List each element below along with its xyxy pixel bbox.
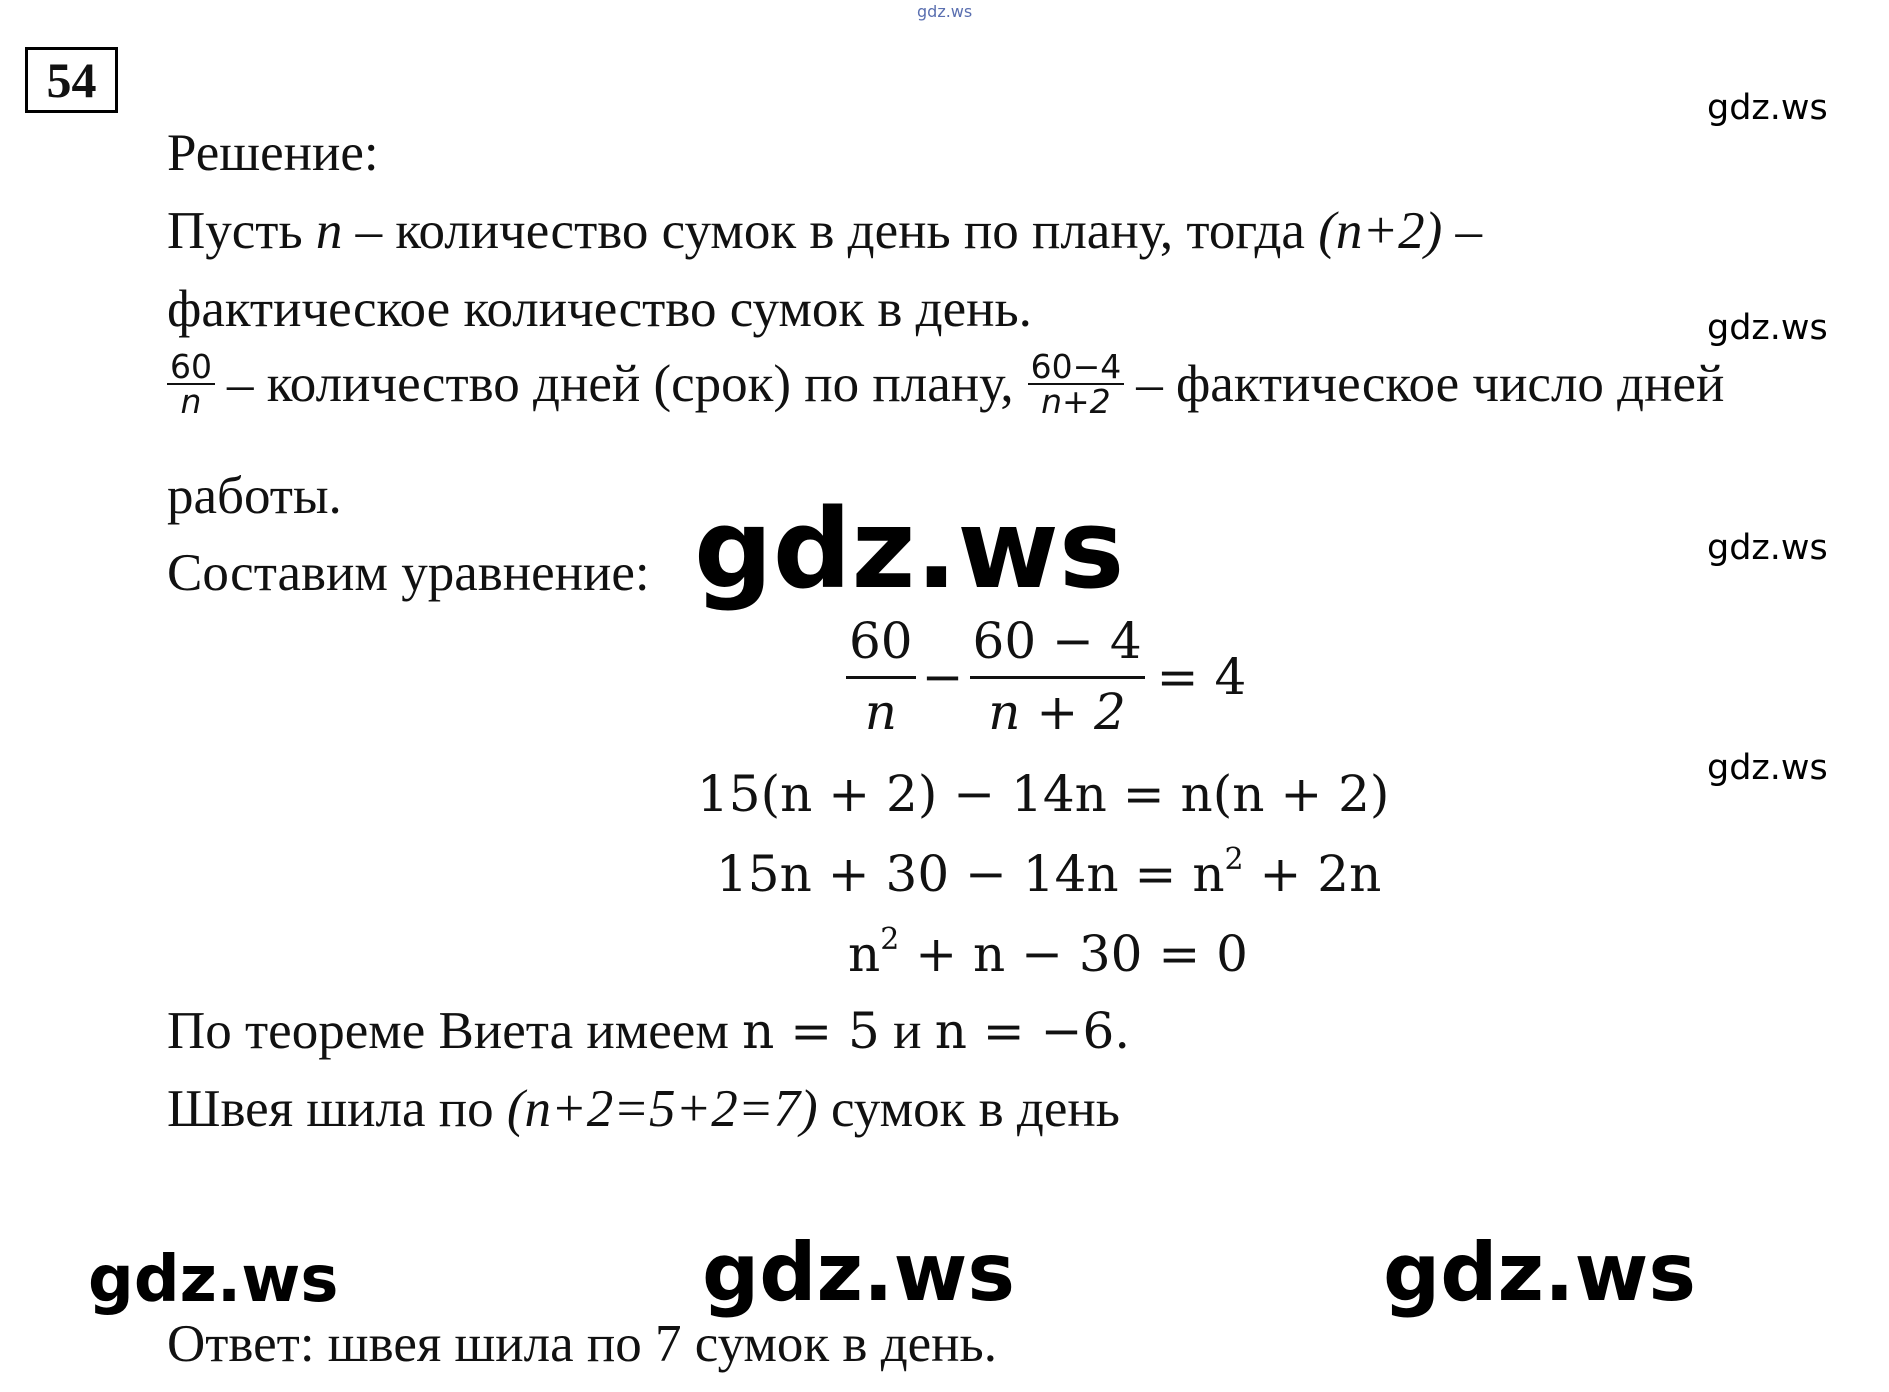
line3-middle: – количество дней (срок) по плану, <box>227 354 1014 413</box>
variable-n: n <box>315 202 343 260</box>
fraction-denominator: n+2 <box>1041 382 1111 421</box>
main-rhs: = 4 <box>1156 647 1247 706</box>
text-line-2: фактическое количество сумок в день. <box>167 280 1032 338</box>
solution-heading: Решение: <box>167 124 379 182</box>
equation-4 <box>848 922 1248 983</box>
main-fraction-1-numerator: 60 <box>849 612 913 670</box>
vieta-line <box>167 1002 1131 1060</box>
watermark-side-1: gdz.ws <box>1707 88 1828 128</box>
watermark-large-center: gdz.ws <box>694 485 1125 613</box>
fraction-60-over-n <box>167 347 215 421</box>
result-line <box>167 1080 1120 1138</box>
text-line-5: Составим уравнение: <box>167 544 650 602</box>
fraction-numerator: 60−4 <box>1030 347 1122 386</box>
main-fraction-1 <box>846 612 916 741</box>
answer-line: Ответ: швея шила по 7 сумок в день. <box>167 1315 997 1373</box>
equation-4-left: n <box>848 925 881 983</box>
line1-middle: – количество сумок в день по плану, тогда <box>355 202 1305 260</box>
watermark-bottom-left: gdz.ws <box>88 1243 339 1317</box>
watermark-bottom-right: gdz.ws <box>1383 1226 1697 1319</box>
line1-dash: – <box>1455 202 1483 260</box>
equation-4-exponent: 2 <box>880 922 900 957</box>
result-start: Швея шила по <box>167 1080 494 1138</box>
watermark-side-3: gdz.ws <box>1707 528 1828 568</box>
main-fraction-2-numerator: 60 − 4 <box>972 612 1142 670</box>
fraction-56-over-n-plus-2 <box>1028 347 1125 421</box>
main-fraction-1-denominator: n <box>864 683 897 741</box>
line1-start: Пусть <box>167 202 303 260</box>
equation-3 <box>716 842 1382 903</box>
text-line-4: работы. <box>167 467 342 525</box>
fraction-numerator: 60 <box>170 347 212 386</box>
text-line-3 <box>167 347 1725 421</box>
task-number-box: 54 <box>25 47 118 113</box>
main-fraction-2-denominator: n + 2 <box>988 683 1126 741</box>
result-end: сумок в день <box>830 1080 1120 1138</box>
vieta-text: По теореме Виета имеем <box>167 1002 729 1060</box>
main-fraction-2 <box>970 612 1145 741</box>
expression-n-plus-2: (n+2) <box>1318 202 1443 260</box>
watermark-bottom-center: gdz.ws <box>702 1226 1016 1319</box>
vieta-and: и <box>893 1002 922 1060</box>
fraction-denominator: n <box>180 382 202 421</box>
equation-3-exponent: 2 <box>1224 842 1244 877</box>
equation-3-right: + 2n <box>1243 845 1382 903</box>
watermark-top: gdz.ws <box>917 2 973 21</box>
text-line-1 <box>167 202 1483 260</box>
watermark-side-4: gdz.ws <box>1707 748 1828 788</box>
main-equation <box>846 612 1246 741</box>
main-minus-sign: − <box>921 647 964 706</box>
watermark-side-2: gdz.ws <box>1707 308 1828 348</box>
root-1: n = 5 <box>742 1002 880 1060</box>
result-expression: (n+2=5+2=7) <box>506 1080 818 1138</box>
equation-3-left: 15n + 30 − 14n = n <box>716 845 1225 903</box>
line3-end: – фактическое число дней <box>1136 354 1725 413</box>
equation-4-right: + n − 30 = 0 <box>899 925 1248 983</box>
root-2: n = −6. <box>934 1002 1131 1060</box>
equation-2: 15(n + 2) − 14n = n(n + 2) <box>697 765 1390 823</box>
